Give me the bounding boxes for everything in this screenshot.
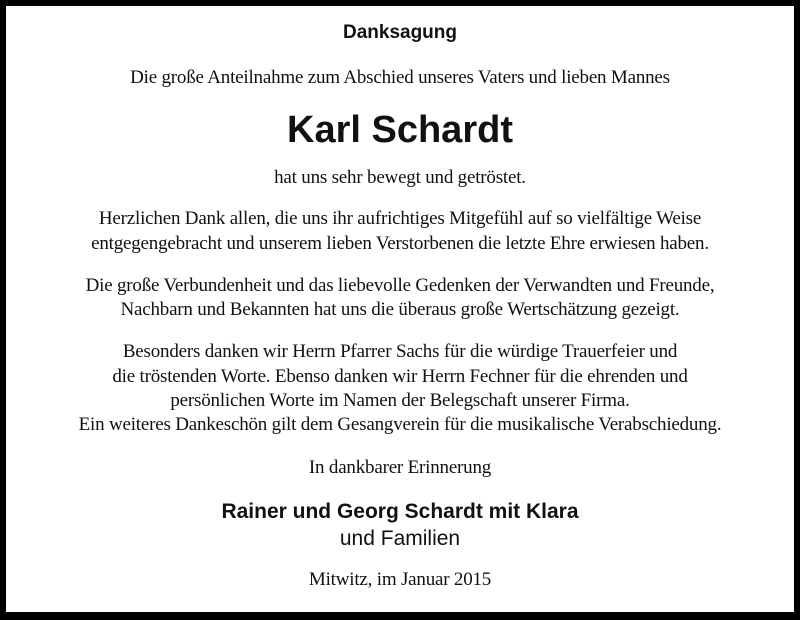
paragraph-line: persönlichen Worte im Namen der Belegschaft unserer Firma. [170, 390, 630, 411]
signatories-sub: und Familien [339, 527, 461, 550]
notice-title: Danksagung [342, 22, 458, 43]
intro-line: Die große Anteilnahme zum Abschied unseres Vaters und lieben Mannes [130, 67, 670, 88]
paragraph-line: Besonders danken wir Herrn Pfarrer Sachs für die würdige Trauerfeier und [122, 341, 678, 362]
paragraph-line: entgegengebracht und unserem lieben Verstorbenen die letzte Ehre erwiesen haben. [91, 233, 709, 254]
paragraph-line: Ein weiteres Dankeschön gilt dem Gesangverein für die musikalische Verabschiedung. [78, 414, 722, 435]
paragraph-line: Herzlichen Dank allen, die uns ihr aufrichtiges Mitgefühl auf so vielfältige Weise [98, 208, 702, 229]
intro-end-line: hat uns sehr bewegt und getröstet. [274, 167, 526, 188]
paragraph-line: die tröstenden Worte. Ebenso danken wir Herrn Fechner für die ehrenden und [112, 366, 688, 387]
signatories: Rainer und Georg Schardt mit Klara [221, 500, 579, 523]
deceased-name: Karl Schardt [287, 109, 513, 151]
paragraph-line: Die große Verbundenheit und das liebevolle Gedenken der Verwandten und Freunde, [85, 275, 715, 296]
closing-line: In dankbarer Erinnerung [308, 457, 492, 478]
notice-frame [6, 6, 794, 612]
paragraph-line: Nachbarn und Bekannten hat uns die überaus große Wertschätzung gezeigt. [120, 299, 680, 320]
place-date: Mitwitz, im Januar 2015 [308, 569, 492, 590]
